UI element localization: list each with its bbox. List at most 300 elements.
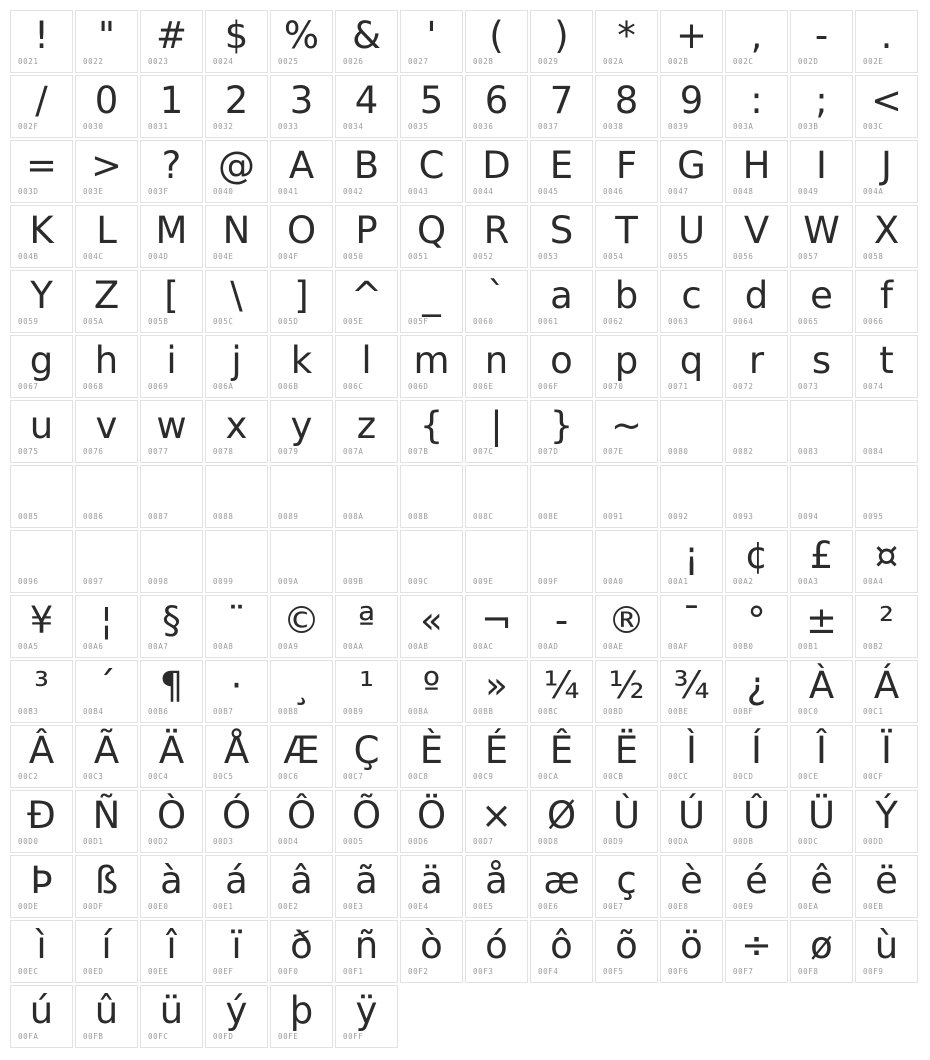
glyph-character: ö [680, 924, 703, 967]
glyph-cell [270, 855, 333, 918]
glyph-cell [75, 855, 138, 918]
codepoint-label: 0056 [733, 252, 754, 261]
codepoint-label: 009E [473, 577, 494, 586]
glyph-character: Z [93, 274, 120, 317]
glyph-character: ç [616, 859, 637, 902]
glyph-character: : [750, 79, 763, 122]
codepoint-label: 008B [408, 512, 429, 521]
glyph-cell [465, 75, 528, 138]
glyph-character: 1 [159, 79, 184, 122]
codepoint-label: 0072 [733, 382, 754, 391]
codepoint-label: 006B [278, 382, 299, 391]
glyph-cell [530, 465, 593, 528]
codepoint-label: 008A [343, 512, 364, 521]
codepoint-label: 005F [408, 317, 429, 326]
codepoint-label: 005A [83, 317, 104, 326]
glyph-character: Ù [612, 794, 641, 837]
glyph-cell [855, 920, 918, 983]
glyph-cell [725, 10, 788, 73]
glyph-cell [790, 920, 853, 983]
glyph-character: , [750, 14, 763, 57]
codepoint-label: 00B3 [18, 707, 39, 716]
glyph-character: > [90, 144, 122, 187]
glyph-cell [660, 205, 723, 268]
codepoint-label: 00A9 [278, 642, 299, 651]
glyph-character: f [879, 274, 894, 317]
glyph-character [76, 532, 137, 580]
glyph-character: ÷ [740, 924, 772, 967]
glyph-character [271, 467, 332, 515]
glyph-cell [530, 660, 593, 723]
glyph-character: Û [742, 794, 771, 837]
glyph-cell [660, 790, 723, 853]
codepoint-label: 004E [213, 252, 234, 261]
glyph-character [596, 467, 657, 515]
glyph-cell [465, 10, 528, 73]
codepoint-label: 00EF [213, 967, 234, 976]
glyph-character: t [879, 339, 894, 382]
glyph-character: w [156, 404, 187, 447]
codepoint-label: 00B6 [148, 707, 169, 716]
codepoint-label: 00C3 [83, 772, 104, 781]
glyph-cell [465, 465, 528, 528]
glyph-cell [855, 465, 918, 528]
glyph-cell [205, 595, 268, 658]
codepoint-label: 0024 [213, 57, 234, 66]
glyph-character: H [742, 144, 771, 187]
codepoint-label: 0096 [18, 577, 39, 586]
glyph-cell [530, 335, 593, 398]
codepoint-label: 00C2 [18, 772, 39, 781]
codepoint-label: 009B [343, 577, 364, 586]
glyph-cell [335, 400, 398, 463]
codepoint-label: 0055 [668, 252, 689, 261]
glyph-cell [205, 205, 268, 268]
codepoint-label: 009A [278, 577, 299, 586]
glyph-character: ß [94, 859, 119, 902]
glyph-character [661, 467, 722, 515]
codepoint-label: 002D [798, 57, 819, 66]
glyph-character: · [230, 664, 243, 707]
codepoint-label: 00B8 [278, 707, 299, 716]
codepoint-label: 0062 [603, 317, 624, 326]
glyph-character: \ [230, 274, 243, 317]
codepoint-label: 00AB [408, 642, 429, 651]
codepoint-label: 0040 [213, 187, 234, 196]
codepoint-label: 00BC [538, 707, 559, 716]
glyph-character: K [29, 209, 54, 252]
glyph-character: R [483, 209, 510, 252]
codepoint-label: 00DC [798, 837, 819, 846]
glyph-character: Ã [93, 729, 120, 772]
glyph-character: ¬ [480, 599, 512, 642]
glyph-character: * [617, 14, 636, 57]
glyph-character: ¡ [684, 534, 699, 577]
glyph-character: Ò [156, 794, 187, 837]
glyph-cell [205, 920, 268, 983]
glyph-character: ò [420, 924, 443, 967]
glyph-character: g [29, 339, 54, 382]
glyph-cell [335, 595, 398, 658]
glyph-cell [140, 400, 203, 463]
glyph-character: É [484, 729, 509, 772]
glyph-cell [75, 790, 138, 853]
glyph-cell [270, 465, 333, 528]
glyph-cell [140, 920, 203, 983]
glyph-character: E [549, 144, 574, 187]
glyph-character: ã [355, 859, 378, 902]
codepoint-label: 0043 [408, 187, 429, 196]
glyph-character: È [419, 729, 444, 772]
codepoint-label: 0074 [863, 382, 884, 391]
codepoint-label: 00C8 [408, 772, 429, 781]
glyph-character: Ï [881, 729, 892, 772]
glyph-cell [465, 140, 528, 203]
glyph-character: ¸ [292, 664, 311, 707]
glyph-cell [855, 725, 918, 788]
codepoint-label: 00D7 [473, 837, 494, 846]
codepoint-label: 0029 [538, 57, 559, 66]
glyph-cell [660, 140, 723, 203]
glyph-cell [140, 10, 203, 73]
glyph-cell [790, 855, 853, 918]
glyph-character: W [803, 209, 840, 252]
glyph-cell [10, 530, 73, 593]
codepoint-label: 00EE [148, 967, 169, 976]
codepoint-label: 0035 [408, 122, 429, 131]
codepoint-label: 0033 [278, 122, 299, 131]
glyph-character: ' [426, 14, 437, 57]
glyph-character: ° [747, 599, 766, 642]
glyph-cell [335, 140, 398, 203]
glyph-character: ¾ [673, 664, 710, 707]
glyph-character: | [490, 404, 503, 447]
glyph-character: Î [816, 729, 827, 772]
codepoint-label: 00CB [603, 772, 624, 781]
glyph-cell [10, 595, 73, 658]
glyph-character [206, 532, 267, 580]
glyph-character: V [743, 209, 770, 252]
glyph-cell [530, 75, 593, 138]
glyph-cell [335, 270, 398, 333]
glyph-character [466, 532, 527, 580]
glyph-cell [530, 400, 593, 463]
codepoint-label: 006D [408, 382, 429, 391]
glyph-character: S [549, 209, 574, 252]
glyph-cell [595, 530, 658, 593]
glyph-character: 8 [614, 79, 639, 122]
glyph-character: þ [289, 989, 314, 1032]
codepoint-label: 002A [603, 57, 624, 66]
glyph-character [401, 467, 462, 515]
glyph-cell [790, 725, 853, 788]
codepoint-label: 00A7 [148, 642, 169, 651]
glyph-character: [ [164, 274, 179, 317]
glyph-cell [75, 595, 138, 658]
codepoint-label: 00C7 [343, 772, 364, 781]
codepoint-label: 0027 [408, 57, 429, 66]
glyph-character: 5 [419, 79, 444, 122]
glyph-character: Ý [875, 794, 898, 837]
glyph-cell [790, 595, 853, 658]
glyph-character: ú [29, 989, 54, 1032]
glyph-character: e [810, 274, 833, 317]
glyph-cell [660, 530, 723, 593]
glyph-character: p [614, 339, 639, 382]
codepoint-label: 00AA [343, 642, 364, 651]
glyph-cell [140, 205, 203, 268]
codepoint-label: 00AC [473, 642, 494, 651]
codepoint-label: 0092 [668, 512, 689, 521]
glyph-character: Ö [416, 794, 447, 837]
codepoint-label: 0073 [798, 382, 819, 391]
glyph-character: Q [416, 209, 447, 252]
codepoint-label: 0079 [278, 447, 299, 456]
glyph-cell [530, 205, 593, 268]
glyph-cell [725, 660, 788, 723]
glyph-cell [10, 985, 73, 1048]
glyph-cell [335, 660, 398, 723]
glyph-cell [660, 855, 723, 918]
glyph-cell [790, 400, 853, 463]
glyph-cell [10, 10, 73, 73]
glyph-character [661, 402, 722, 450]
glyph-cell [660, 75, 723, 138]
glyph-character: Ç [353, 729, 380, 772]
glyph-cell [10, 270, 73, 333]
glyph-character: T [615, 209, 638, 252]
glyph-cell [205, 75, 268, 138]
glyph-cell [855, 790, 918, 853]
glyph-cell [140, 75, 203, 138]
codepoint-label: 00BD [603, 707, 624, 716]
glyph-cell [725, 790, 788, 853]
codepoint-label: 00BA [408, 707, 429, 716]
glyph-character: @ [218, 144, 255, 187]
codepoint-label: 00BB [473, 707, 494, 716]
glyph-cell [10, 205, 73, 268]
glyph-cell [725, 400, 788, 463]
glyph-cell [10, 855, 73, 918]
glyph-character: ¤ [874, 534, 899, 577]
codepoint-label: 00D4 [278, 837, 299, 846]
codepoint-label: 0061 [538, 317, 559, 326]
glyph-cell [530, 855, 593, 918]
codepoint-label: 00C6 [278, 772, 299, 781]
glyph-cell [855, 270, 918, 333]
glyph-character: { [419, 404, 444, 447]
glyph-character: ^ [350, 274, 382, 317]
glyph-character: k [290, 339, 313, 382]
codepoint-label: 00D5 [343, 837, 364, 846]
glyph-cell [790, 140, 853, 203]
codepoint-label: 0028 [473, 57, 494, 66]
glyph-character: Ú [677, 794, 706, 837]
codepoint-label: 00E2 [278, 902, 299, 911]
glyph-character: s [811, 339, 832, 382]
codepoint-label: 00E8 [668, 902, 689, 911]
glyph-cell [400, 75, 463, 138]
codepoint-label: 0048 [733, 187, 754, 196]
glyph-cell [335, 530, 398, 593]
glyph-cell [660, 725, 723, 788]
glyph-character: h [94, 339, 119, 382]
glyph-cell [205, 140, 268, 203]
codepoint-label: 003B [798, 122, 819, 131]
glyph-character: 4 [354, 79, 379, 122]
glyph-cell [855, 595, 918, 658]
glyph-cell [205, 985, 268, 1048]
glyph-cell [205, 465, 268, 528]
codepoint-label: 00B1 [798, 642, 819, 651]
glyph-character: º [422, 664, 441, 707]
glyph-cell [205, 855, 268, 918]
glyph-character: Ë [614, 729, 639, 772]
codepoint-label: 00B7 [213, 707, 234, 716]
glyph-cell [270, 400, 333, 463]
glyph-cell [595, 855, 658, 918]
glyph-cell [790, 660, 853, 723]
glyph-character: © [283, 599, 320, 642]
codepoint-label: 00C4 [148, 772, 169, 781]
glyph-character: - [554, 599, 569, 642]
glyph-cell [140, 140, 203, 203]
glyph-character: r [748, 339, 765, 382]
glyph-character: Å [223, 729, 250, 772]
glyph-cell [335, 10, 398, 73]
glyph-cell [725, 530, 788, 593]
codepoint-label: 0039 [668, 122, 689, 131]
codepoint-label: 00E7 [603, 902, 624, 911]
glyph-character: Ì [686, 729, 697, 772]
codepoint-label: 0025 [278, 57, 299, 66]
glyph-character: D [482, 144, 511, 187]
glyph-cell [400, 790, 463, 853]
codepoint-label: 009F [538, 577, 559, 586]
glyph-cell [400, 335, 463, 398]
codepoint-label: 00DB [733, 837, 754, 846]
glyph-character: ± [805, 599, 837, 642]
glyph-cell [400, 530, 463, 593]
glyph-cell [270, 75, 333, 138]
glyph-character: d [744, 274, 769, 317]
glyph-character: m [413, 339, 450, 382]
glyph-character: B [353, 144, 380, 187]
glyph-character: ` [487, 274, 506, 317]
glyph-character: ó [485, 924, 508, 967]
glyph-character: ! [34, 14, 49, 57]
codepoint-label: 007C [473, 447, 494, 456]
glyph-character: l [361, 339, 372, 382]
codepoint-label: 00A2 [733, 577, 754, 586]
codepoint-label: 00DF [83, 902, 104, 911]
codepoint-label: 0058 [863, 252, 884, 261]
glyph-character: % [283, 14, 320, 57]
glyph-cell [595, 790, 658, 853]
glyph-cell [75, 920, 138, 983]
codepoint-label: 00D9 [603, 837, 624, 846]
glyph-character: - [814, 14, 829, 57]
codepoint-label: 004D [148, 252, 169, 261]
codepoint-label: 00E3 [343, 902, 364, 911]
glyph-cell [205, 530, 268, 593]
glyph-cell [465, 205, 528, 268]
codepoint-label: 0037 [538, 122, 559, 131]
glyph-cell [595, 920, 658, 983]
glyph-cell [790, 790, 853, 853]
codepoint-label: 00A3 [798, 577, 819, 586]
glyph-cell [725, 855, 788, 918]
glyph-character: A [288, 144, 315, 187]
glyph-character: U [677, 209, 706, 252]
glyph-character: ì [36, 924, 47, 967]
glyph-cell [140, 790, 203, 853]
glyph-character [531, 532, 592, 580]
glyph-cell [270, 985, 333, 1048]
codepoint-label: 00D0 [18, 837, 39, 846]
glyph-character: Á [873, 664, 900, 707]
glyph-cell [75, 335, 138, 398]
glyph-cell [530, 10, 593, 73]
glyph-character [466, 467, 527, 515]
glyph-cell [270, 205, 333, 268]
glyph-character: Ü [807, 794, 836, 837]
glyph-cell [270, 660, 333, 723]
codepoint-label: 0070 [603, 382, 624, 391]
glyph-cell [140, 465, 203, 528]
glyph-character [856, 402, 917, 450]
codepoint-label: 00F6 [668, 967, 689, 976]
glyph-character: M [155, 209, 188, 252]
codepoint-label: 0038 [603, 122, 624, 131]
codepoint-label: 0057 [798, 252, 819, 261]
glyph-cell [660, 10, 723, 73]
glyph-cell [725, 465, 788, 528]
glyph-cell [75, 985, 138, 1048]
codepoint-label: 005E [343, 317, 364, 326]
glyph-cell [10, 920, 73, 983]
codepoint-label: 00CE [798, 772, 819, 781]
codepoint-label: 009C [408, 577, 429, 586]
glyph-character: b [614, 274, 639, 317]
glyph-character: é [745, 859, 768, 902]
glyph-cell [465, 660, 528, 723]
codepoint-label: 00E4 [408, 902, 429, 911]
codepoint-label: 0060 [473, 317, 494, 326]
glyph-cell [10, 725, 73, 788]
glyph-character: G [677, 144, 706, 187]
glyph-cell [725, 920, 788, 983]
glyph-cell [595, 400, 658, 463]
glyph-cell [140, 725, 203, 788]
codepoint-label: 002F [18, 122, 39, 131]
glyph-cell [400, 660, 463, 723]
glyph-character: ) [554, 14, 569, 57]
codepoint-label: 003E [83, 187, 104, 196]
glyph-cell [530, 920, 593, 983]
codepoint-label: 005B [148, 317, 169, 326]
glyph-cell [205, 10, 268, 73]
codepoint-label: 00FF [343, 1032, 364, 1041]
glyph-character: F [615, 144, 638, 187]
codepoint-label: 00A6 [83, 642, 104, 651]
glyph-cell [855, 400, 918, 463]
glyph-cell [530, 725, 593, 788]
glyph-cell [530, 595, 593, 658]
glyph-cell [725, 140, 788, 203]
glyph-cell [140, 530, 203, 593]
glyph-character: X [873, 209, 900, 252]
